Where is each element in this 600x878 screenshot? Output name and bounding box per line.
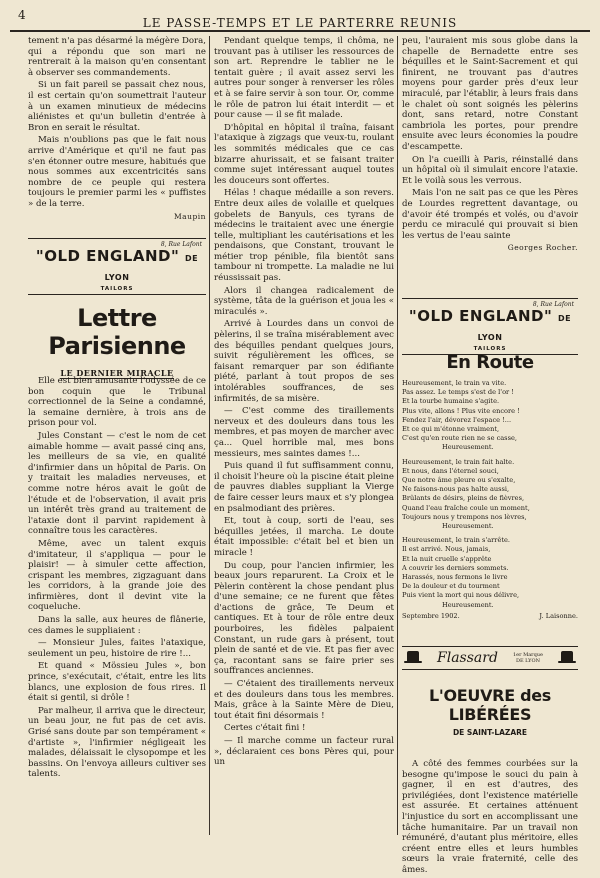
paragraph: Du coup, pour l'ancien infirmier, les beaux jours reparurent. La Croix et le Pèlerin contèrent la chose pendant plus d'une semaine; ce ne furent que fêtes d'actions de grâce, Te Deum et cantiques. Et à tour de rôle entre deux pourboires, les fidèles palpaient Constant, un rude gars à présent, tout plein de santé et de vie. Et pas fier avec ça, racontant sans se faire prier ses souffrances anciennes.: [214, 560, 394, 677]
hat-icon: [558, 651, 576, 665]
paragraph: Par malheur, il arriva que le directeur, un beau jour, ne fut pas de cet avis. Grisé sans doute par son tempérament « d'artiste », l'infirmier négligeait les malades, délaissait le clysopompe et les bassins. On l'envoya ailleurs cultiver ses talents.: [28, 705, 206, 780]
ad-address: 8, Rue Lafont: [160, 241, 202, 248]
poem-line: Et la tourbe humaine s'agite.: [402, 397, 500, 406]
oeuvre-title: L'OEUVRE des LIBÉRÉES: [428, 686, 552, 724]
poem-line: Toujours nous y trempons nos lèvres,: [402, 512, 527, 521]
poem-line: Pas assez. Le temps s'est de l'or !: [402, 388, 514, 397]
flassard-brand: Flassard: [437, 650, 498, 666]
lettre-parisienne-body: [28, 376, 206, 782]
article-subtitle-text: LE DERNIER MIRACLE: [60, 368, 174, 378]
article-title: Lettre Parisienne: [48, 304, 186, 360]
ad-brand-name: "OLD ENGLAND": [35, 247, 180, 265]
paragraph: — C'étaient des tiraillements nerveux et des douleurs dans tous les membres. Mais, grâce à la Sainte Mère de Dieu, tout était fini désormais !: [214, 679, 394, 721]
oeuvre-body: [402, 759, 578, 876]
paragraph: — C'est comme des tiraillements nerveux et des douleurs dans tous les membres, et pas moyen de marcher avec ça... Quel horrible mal, mes bons messieurs, mes saintes dames !...: [214, 406, 394, 459]
continued-article: [28, 36, 206, 222]
paragraph: A côté des femmes courbées sur la besogne qu'impose le souci du pain à gagner, il en est d'autres, des privilégiées, dont l'existence matérielle est assurée. Et certaines atténuent l'injustice du sort en accomplissant une tâche humanitaire. Par un travail non rémunéré, d'autant plus méritoire, elles créent entre elles et leurs humbles sœurs la vraie fraternité, celle des âmes.: [402, 759, 578, 875]
signature-maupin: Maupin: [173, 211, 206, 221]
poem-line: Plus vite, allons ! Plus vite encore !: [402, 406, 520, 415]
poem-line: Heureusement, le train va vite.: [402, 379, 507, 387]
poem-text: [402, 379, 578, 610]
poem-line: Brûlants de désirs, pleins de fièvres,: [402, 494, 525, 503]
poem-date: Septembre 1902.: [402, 611, 460, 620]
paragraph: peu, l'auraient mis sous globe dans la chapelle de Bernadette entre ses béquilles et le Saint-Sacrement et qui finirent, ne trouvant pas d'autres moyens pour garder près d'eux leur miraculé, par l'établir, à leurs frais dans le chalet où sont soignés les pèlerins dont, sans retard, notre Constant cambriola les portes, pour prendre ensuite avec leurs économies la poudre d'escampette.: [402, 36, 578, 152]
paragraph: Mais l'on ne sait pas ce que les Pères de Lourdes regrettent davantage, ou d'avoir été trompés et volés, ou d'avoir perdu ce miraculé qui prouvait si bien les vertus de l'eau sainte: [402, 188, 578, 241]
paragraph: Alors il changea radicalement de système, tâta de la guérison et joua les « miraculés ».: [214, 285, 394, 317]
paragraph: Jules Constant — c'est le nom de cet aimable homme — avait passé cinq ans, les meilleurs de sa vie, en qualité d'infirmier dans un hôpital de Paris. On y traitait les maladies nerveuses, et comme notre héros avait le goût de l'étude et de l'observation, il avait pris un intérêt très grand au traitement de l'ataxie dont il parvint rapidement à connaître tous les caractères.: [28, 430, 206, 537]
poem-line: Fendez l'air, dévorez l'espace !...: [402, 415, 512, 424]
paragraph: Certes c'était fini !: [224, 723, 306, 734]
poem-title: En Route: [446, 352, 534, 373]
column-2: [214, 36, 394, 835]
paragraph: Puis quand il fut suffisamment connu, il choisit l'heure où la piscine était pleine de pauvres diables suppliant la Vierge de faire cesser leurs maux et s'y plongea en psalmodiant des prières.: [214, 461, 394, 514]
paragraph: Mais n'oublions pas que le fait nous arrive d'Amérique et qu'il ne faut pas s'en étonner outre mesure, habitués que nous sommes aux excentricités sans nombre de ce peuple qui restera toujours le premier parmi les « puffistes » de la terre.: [28, 135, 206, 209]
poem-author: J. Laisonne.: [539, 611, 578, 620]
paragraph: Dans la salle, aux heures de flânerie, ces dames le suppliaient :: [28, 615, 206, 636]
poem-line: Ne faisons-nous pas halte aussi,: [402, 485, 510, 494]
ad-brand-suffix: DE LYON: [104, 254, 199, 282]
paragraph: Et quand « Mössieu Jules », bon prince, s'exécutait, c'était, entre les lits blancs, une explosion de fous rires. Il était si gentil, si drôle !: [28, 661, 206, 704]
old-england-ad-2: [402, 298, 578, 355]
paragraph: — Monsieur Jules, faites l'ataxique, seulement un peu, histoire de rire !...: [28, 638, 206, 659]
paragraph: tement n'a pas désarmé la mégère Dora, qui a répondu que son mari ne rentrerait à la maison qu'en consentant à observer ses commandements.: [28, 36, 206, 78]
ad-brand-name: "OLD ENGLAND": [408, 307, 553, 325]
journal-title: LE PASSE-TEMPS ET LE PARTERRE REUNIS: [142, 16, 458, 30]
poem-line: Quand l'eau fraîche coule un moment,: [402, 503, 530, 512]
ad-brand: [402, 308, 578, 346]
poem-line: Et la nuit cruelle s'apprête: [402, 554, 492, 563]
lettre-parisienne-heading: [28, 304, 206, 378]
poem-line: A couvrir les derniers sommets.: [402, 563, 509, 572]
ad-brand-suffix: DE LYON: [477, 314, 572, 342]
lettre-parisienne-continued: [214, 36, 394, 770]
paragraph: Pendant quelque temps, il chôma, ne trouvant pas à utiliser les ressources de son art. Reprendre le tablier ne le tentait guère ; il avait assez servi les autres pour songer à renverser les rôles et à se faire servir à son tour. Or, comme le rôle de patron lui était interdit — et pour cause — il se fit malade.: [214, 36, 394, 121]
paragraph: Même, avec un talent exquis d'imitateur, il s'appliqua — pour le plaisir! — à simuler cette affection, crispant les membres, zigzaguant dans les corridors, à la grande joie des infirmières, dont il devint vite la coqueluche.: [28, 538, 206, 613]
column-1: [28, 36, 206, 835]
poem-line: Heureusement.: [442, 443, 494, 452]
flassard-label: [513, 652, 543, 664]
poem-line: C'est qu'en route rien ne se casse,: [402, 434, 517, 443]
signature-rocher: Georges Rocher.: [507, 243, 578, 253]
poem-line: Et ce qui m'étonne vraiment,: [402, 425, 500, 434]
paragraph: Arrivé à Lourdes dans un convoi de pèlerins, il se traîna misérablement avec des béquilles pendant quelques jours, suivit régulièrement les offices, se faisant remarquer par son édifiante piété, parlant à tout propos de ses intolérables souffrances, de ses infirmités, de sa misère.: [214, 319, 394, 404]
paragraph: Et, tout à coup, sorti de l'eau, ses béquilles jetées, il marcha. Le doute était impossible: c'était bel et bien un miracle !: [214, 516, 394, 558]
page-header: [0, 8, 600, 30]
poem-line: Que notre âme pleure ou s'exalte,: [402, 476, 516, 485]
poem-line: Heureusement, le train fait halte.: [402, 457, 515, 466]
poem-line: Heureusement, le train s'arrête.: [402, 536, 511, 545]
poem-line: Harassés, nous fermons le livre: [402, 573, 508, 582]
poem-line: Puis vient la mort qui nous délivre,: [402, 591, 520, 600]
paragraph: Si un fait pareil se passait chez nous, il est certain qu'on soumettrait l'auteur à un examen minutieux de médecins aliénistes et qu'un bulletin d'entrée à Bron en serait le résultat.: [28, 80, 206, 133]
column-3: [402, 36, 578, 875]
ad-tailors: TAILORS: [100, 286, 134, 292]
column-divider-1: [209, 36, 210, 835]
column-divider-2: [397, 36, 398, 835]
poem-line: De la douleur et du tourment: [402, 582, 500, 591]
poem-footer: [402, 612, 578, 620]
poem-line: Heureusement.: [442, 522, 494, 531]
poem-line: Heureusement.: [442, 600, 494, 609]
paragraph: D'hôpital en hôpital il traîna, faisant l'ataxique à zigzags que veux-tu, roulant les sommités médicales que ce cas bizarre ahurissait, et se faisant traiter comme sujet intéressant auquel toutes les douceurs sont offertes.: [214, 122, 394, 186]
paragraph: — Il marche comme un facteur rural », déclaraient ces bons Pères qui, pour un: [214, 736, 394, 768]
old-england-ad: [28, 238, 206, 295]
flassard-label-1: 1er Marque: [512, 652, 543, 658]
lettre-parisienne-end: [402, 36, 578, 254]
page-number: 4: [18, 8, 27, 22]
poem-block: [402, 352, 578, 620]
oeuvre-article: [402, 686, 578, 878]
flassard-label-2: DE LYON: [515, 658, 540, 664]
ad-address: 8, Rue Lafont: [532, 301, 574, 308]
paragraph: Hélas ! chaque médaille a son revers. Entre deux ailes de volaille et quelques gobelets de Banyuls, ces tyrans de médecins le traitaient avec une énergie telle, multipliant les cautérisations et les pendaisons, que Constant, trouvant le métier trop pénible, fila bientôt sans tambour ni trompette. La maladie ne lui réussissait pas.: [214, 188, 394, 284]
hat-icon: [404, 651, 422, 665]
paragraph: On l'a cueilli à Paris, réinstallé dans un hôpital où il simulait encore l'ataxie. Et le voilà sous les verrous.: [402, 154, 578, 186]
ad-brand: [28, 248, 206, 286]
header-rule: [10, 30, 590, 32]
ad-tailors: TAILORS: [473, 346, 507, 352]
paragraph: Elle est bien amusante l'odyssée de ce bon coquin que le Tribunal correctionnel de la Seine a condamné, la semaine dernière, à trois ans de prison pour vol.: [28, 376, 206, 429]
flassard-ad: [402, 646, 578, 670]
poem-line: Et nous, dans l'éternel souci,: [402, 466, 499, 475]
poem-line: Il est arrivé. Nous, jamais,: [402, 545, 491, 554]
oeuvre-subtitle: DE SAINT-LAZARE: [452, 728, 528, 737]
